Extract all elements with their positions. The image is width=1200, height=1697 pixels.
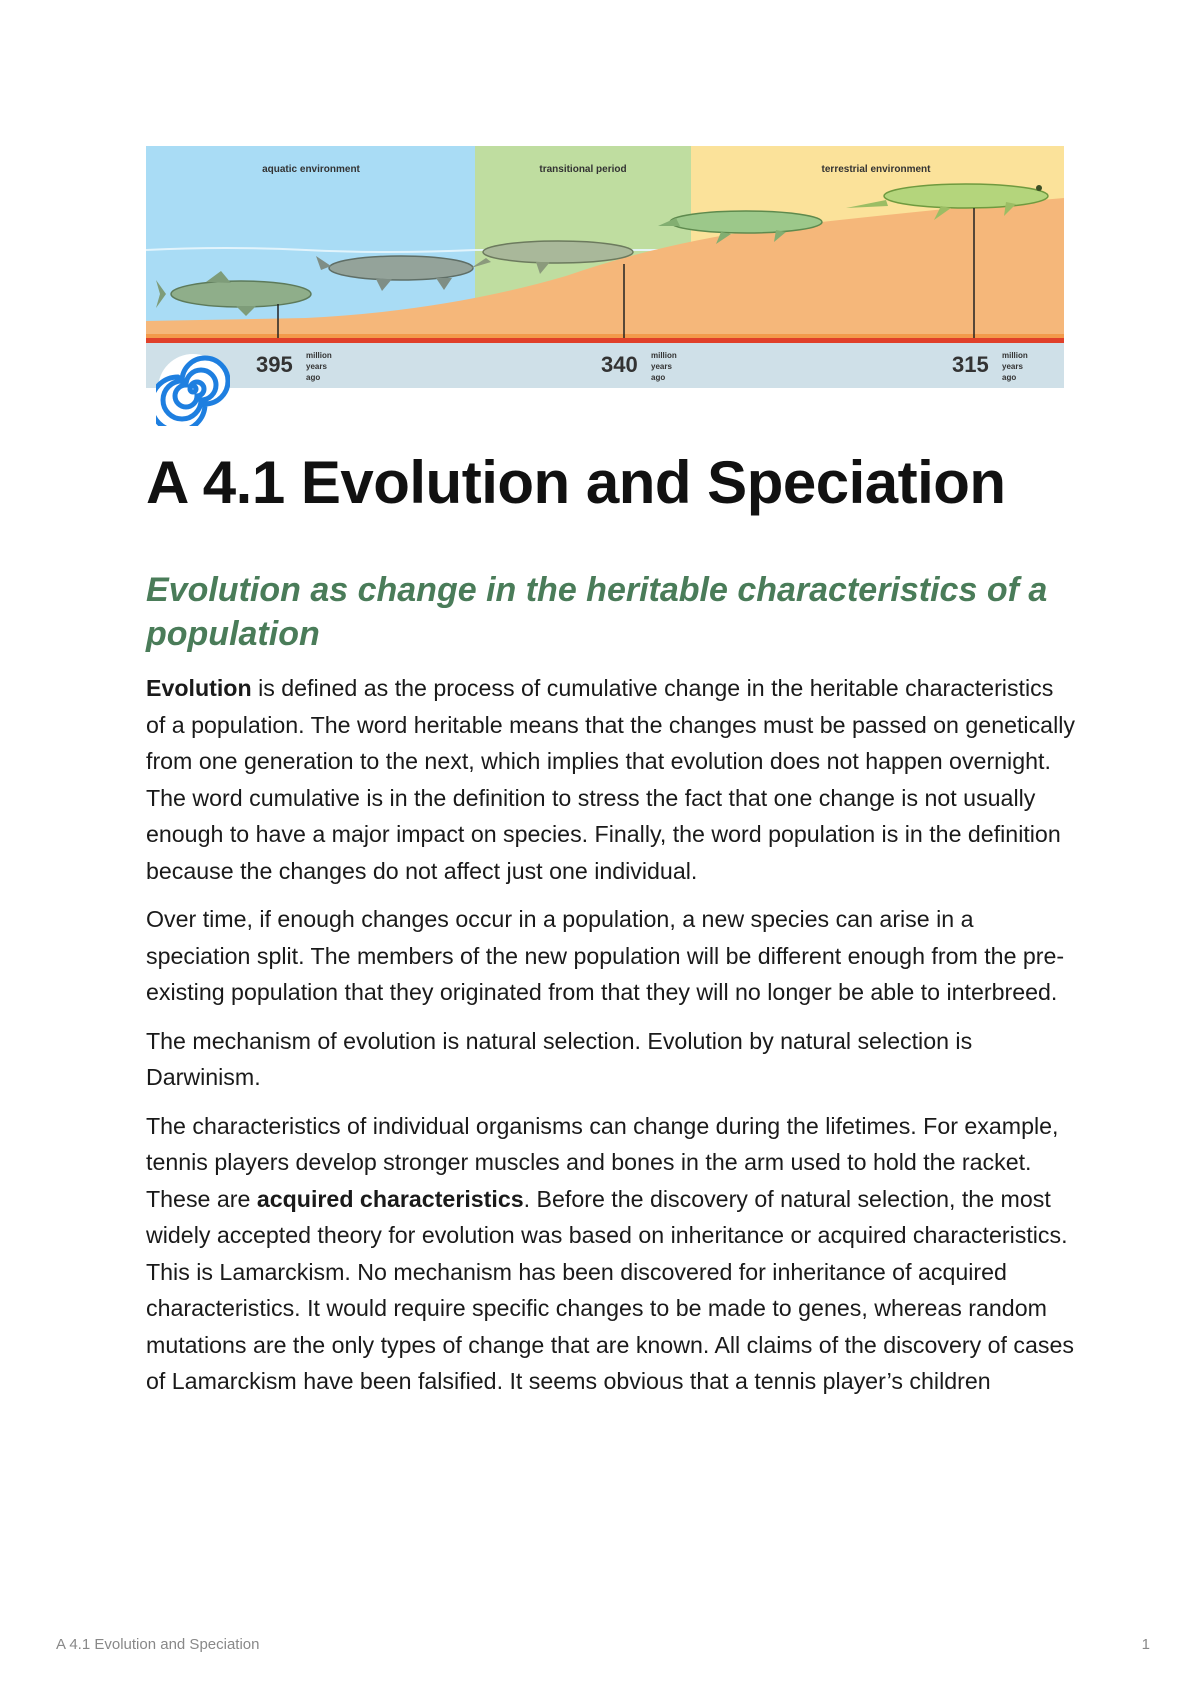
- marker-unit-395-c: ago: [306, 373, 321, 382]
- marker-unit-315-b: years: [1002, 362, 1023, 371]
- marker-unit-395-a: million: [306, 351, 332, 360]
- paragraph-text: The characteristics of individual organisms can change during the lifetimes. For example, tennis players develop stronger muscles and bones in the arm used to hold the racket. These are: [146, 1112, 1059, 1212]
- marker-unit-340-a: million: [651, 351, 677, 360]
- marker-unit-340-b: years: [651, 362, 672, 371]
- marker-unit-340-c: ago: [651, 373, 666, 382]
- section-heading: Evolution as change in the heritable characteristics of a population: [146, 571, 1048, 653]
- marker-unit-395-b: years: [306, 362, 327, 371]
- marker-value-395: 395: [256, 352, 293, 377]
- red-line: [146, 338, 1064, 343]
- zone-label-terrestrial: terrestrial environment: [821, 164, 931, 175]
- paragraph-text: is defined as the process of cumulative change in the heritable characteristics of a population. The word heritable means that the changes must be passed on genetically from one generation to the next, which implies that evolution does not happen overnight. The word cumulative is in the definition to stress the fact that one change is not usually enough to have a major impact on species. Finally, the word population is in the definition because the changes do not affect just one individual.: [146, 675, 1075, 884]
- evolution-timeline-figure: [146, 146, 1064, 388]
- paragraph-acquired-characteristics: [146, 1108, 1076, 1400]
- term-evolution: Evolution: [146, 675, 252, 701]
- paragraph-mechanism: The mechanism of evolution is natural selection. Evolution by natural selection is Darwinism.: [146, 1027, 973, 1090]
- marker-unit-315-a: million: [1002, 351, 1028, 360]
- orange-line: [146, 334, 1064, 338]
- spiral-logo-icon: [156, 352, 230, 426]
- footer-title: A 4.1 Evolution and Speciation: [56, 1636, 260, 1653]
- zone-label-aquatic: aquatic environment: [262, 164, 360, 175]
- evolution-timeline-illustration: [146, 146, 1064, 388]
- zone-label-transitional: transitional period: [539, 164, 627, 175]
- paragraph-speciation: Over time, if enough changes occur in a population, a new species can arise in a speciation split. The members of the new population will be different enough from the pre-existing population that they originated from that they will no longer be able to interbreed.: [146, 906, 1065, 1005]
- marker-value-340: 340: [601, 352, 638, 377]
- marker-value-315: 315: [952, 352, 989, 377]
- paragraph-evolution-definition: [146, 670, 1076, 889]
- page-number: 1: [1141, 1636, 1150, 1653]
- marker-unit-315-c: ago: [1002, 373, 1017, 382]
- page-title: A 4.1 Evolution and Speciation: [146, 449, 1006, 516]
- body-text: [146, 670, 1076, 1412]
- term-acquired-characteristics: acquired characteristics: [256, 1185, 524, 1212]
- paragraph-text: . Before the discovery of natural selection, the most widely accepted theory for evolution was based on inheritance or acquired characteristics. This is Lamarckism. No mechanism has been discovered for inheritance of acquired characteristics. It would require specific changes to be made to genes, whereas random mutations are the only types of change that are known. All claims of the discovery of cases of Lamarckism have been falsified. It seems obvious that a tennis player’s children: [146, 1185, 1074, 1394]
